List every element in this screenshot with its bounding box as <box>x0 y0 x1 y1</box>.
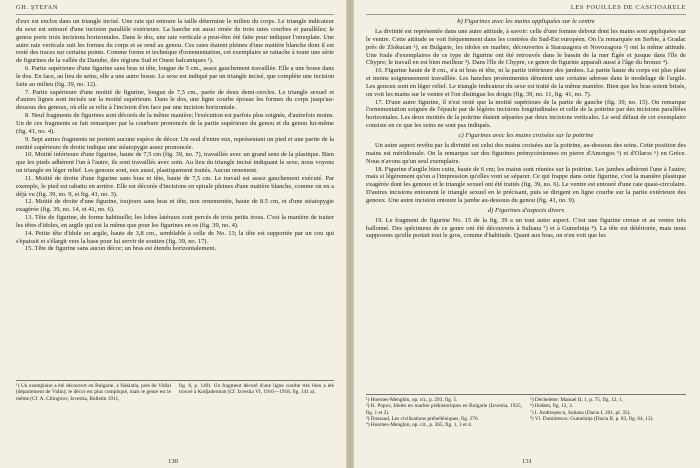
paragraph: 17. D'une autre figurine, il n'est resté que la moitié supérieure de la partie de gauche (fig. 39, no. 15). On remarque l'ornementation soignée de l'épaule par de légères incisions longitudinales et celle de la poitrine par des incisions parallèles horizontales. Les deux moitiés de la poitrine étaient séparées par deux incisions verticales. Le seul défaut de cet exemplaire consiste en ce que les seins ne sont pas indiqués. <box>366 98 686 130</box>
footnote-column <box>366 397 522 428</box>
running-head-left <box>16 4 334 15</box>
footnote: ¹) Un exemplaire a été découvert en Bulgarie, à Naklatla, près de Vidlal (département de Vidin); le décor est plus compliqué, mais le genre est le même (Cf. A. Cilingirov, Izvestia, Bulletin 1911, <box>16 383 171 402</box>
paragraph: 14. Petite tête d'idole en argile, haute de 3,8 cm., semblable à celle de No. 13; la tête est supportée par un cou qui s'épaissit et s'élargit vers la base pour lui servir de soutien (fig. 39, no. 17). <box>16 229 334 245</box>
section-heading: b) Figurines avec les mains appliquées sur le centre <box>457 18 595 25</box>
left-page <box>0 0 346 468</box>
running-head-right <box>366 4 686 15</box>
footnote-column <box>530 397 686 428</box>
paragraph: 19. Le fragment de figurine No. 15 de la fig. 39 a un tout autre aspect. C'est une figurine creuse et au ventre très ballonné. Des spécimens de ce genre ont été découverts à Sultana ⁷) et à Gumelnița ⁸). La tête est détériorée, mais nous supposons qu'elle portait tout le gros, comme d'habitude. Quant aux bras, on n'en voit que les <box>366 216 686 240</box>
paragraph: 16. Figurine haute de 8 cm., n'a ni bras ni tête, ni la partie inférieure des jambes. La partie haute du corps est plus plate et moins soigneusement travaillée. Les hanches proéminentes dénotent une certaine adresse dans le modelage de l'argile. Les genoux sont en léger relief. Le triangle indicateur du sexe est traité de la même manière. Bien que les bras soient brisés, on voit les mains sur le ventre et l'on distingue les doigts (fig. 39, no. 11, fig. 41, no. 7). <box>366 67 686 98</box>
page-number-right: 131 <box>522 458 532 465</box>
right-page <box>354 0 700 468</box>
paragraph: 11. Moitié de droite d'une figurine sans bras ni tête, haute de 7,5 cm. Le travail est assez gauchement exécuté. Par exemple, le pied est rabattu en arrière. Elle est décorée d'incisions en spirale pleines d'une matière blanche, comme on en a déjà vu (fig. 39, no. 9, et fig. 41, no. 3). <box>16 174 334 198</box>
paragraph: Un autre aspect revêtu par la divinité est celui des mains croisées sur la poitrine, au-dessous des seins. Cette position des mains est méridionale. On la remarque sur des figurines prémycéniennes en pierre d'Amorgos ⁵) et d'Olaros ⁶) en Grèce. Nous n'avons qu'un seul exemplaire. <box>366 141 686 165</box>
running-head-text: LES FOUILLES DE CASCIOARELE <box>570 4 686 11</box>
section-heading: c) Figurines avec les mains croisées sur la poitrine <box>458 131 594 139</box>
section-heading: d) Figurines d'aspects divers <box>487 206 565 214</box>
footnote-column <box>179 383 334 402</box>
paragraph: La divinité est représentée dans une autre attitude, à savoir: celle d'une femme debout dont les mains sont appliquées sur le ventre. Cette attitude se voit fréquemment dans les contrées du Sud-Est européen. On l'a remarquée en Serbie, à Gradac près de Zlokucan ¹), en Bulgarie, les idoles en marbre, découvertes à Starazagora et Novozagora ²) ont la même attitude. Une foule d'exemplaires de ce type de figurine ont été retrouvés dans le bassin de la mer Égée et jusque dans l'île de Chypre; le travail en est bien meilleur ³). Dans l'île de Chypre, ce genre de figurine apparaît aussi à l'âge du bronze ⁴). <box>366 28 686 67</box>
paragraph: 8. Neuf fragments de figurines sont décorés de la même manière; l'exécution est parfois plus soignée, d'autrefois moins. Un de ces fragments se fait remarquer par la courbure prononcée de la partie supérieure du genou et du genou lui-même (fig. 41, no. 4). <box>16 112 334 135</box>
paragraph: 12. Moitié de droite d'une figurine, toujours sans bras ni tête, non ornementée, haute de 8.5 cm, et d'une stéatopygie exagérée (fig. 39, no. 14, et 41, no. 6). <box>16 198 334 214</box>
footnote: ²) R. Popov, Idoles en marbre préhistoriques en Bulgarie (Izvestia, 1925, fig. 1 et 2). <box>366 403 522 416</box>
paragraph: 6. Partie supérieure d'une figurine sans bras ni tête, longue de 5 cm., assez gauchement travaillée. Elle a une bosse dans le dos. En face, au lieu de seins, elle a une autre bosse. Le sexe est indiqué par un triangle incisé, que complète une incision faite au milieu (fig. 39, no. 12). <box>16 65 335 88</box>
right-footnotes <box>366 394 686 428</box>
footnote: ⁶) Ibidem, fig. 12, 3. <box>530 403 574 410</box>
footnote-column <box>16 383 171 402</box>
running-head-text: GH. ȘTEFAN <box>16 4 59 11</box>
paragraph: 7. Partie supérieure d'une moitié de figurine, longue de 7,5 cm., parée de deux demi-cercles. Le triangle sexuel et d'autres lignes sont incisés sur la moitié supérieure. Dans le dos, une ligne courbe épouse les formes du corps jusqu'au-dessous des genoux, où elle se relie à l'incision d'en face par une incision horizontale. <box>16 88 334 112</box>
left-body-text <box>16 18 334 253</box>
paragraph: d'eux est enclos dans un triangle incisé. Une raie qui entoure la taille détermine le milieu du corps. Le triangle indicateur du sexe est entouré d'une incision parallèle extérieure. La hanche est aussi ornée de trois raies courbes et parallèles; le genou porte trois incisions horizontales. Dans le dos, une raie verticale a peut-être été faite pour indiquer l'omoplate. Une autre raie verticale suit les formes du corps et se rend au genou. Ces raies étaient pleines d'une matière blanche dont il est resté des traces sur certains points. Comme forme et technique d'ornementation, cet exemplaire se rattache à toute une série de figurines de la vallée du Danube, des régions Sud et Ouest balcaniques ¹). <box>16 18 334 65</box>
page-number-left: 130 <box>168 458 178 465</box>
footnote: ³) Dussaud, Les civilisations préhelléniques, fig. 276. <box>366 415 479 422</box>
footnote: ⁵) Déchelette: Manuel II, 1, p. 75, fig. 12, 1. <box>530 397 624 403</box>
footnote: ⁸) Vl. Dumitrescu: Gumelnița (Dacia II, p. 83, fig. 64, 12). <box>530 415 654 422</box>
paragraph: 13. Tête de figurine, de forme habituelle; les lobes latéraux sont percés de trois petits trous. C'est la manière de traiter les têtes d'idoles, en argile qui est la même que pour les figurines en os (fig. 39, no. 4). <box>16 214 334 229</box>
paragraph: 15. Tête de figurine sans aucun décor; un bras est étendu horizontalement. <box>25 245 216 253</box>
footnote: ¹) Hoernes-Menghin, op. cit., p. 293, fig. 5. <box>366 397 458 403</box>
right-body-text <box>366 18 686 240</box>
paragraph: 10. Moitié inférieure d'une figurine, haute de 7,5 cm (fig. 39, no. 7), travaillée avec un grand sens de la plastique. Bien que les pieds adhèrent l'un à l'autre, ils sont travaillés avec soin. Au lieu du triangle incisé indiquant le sexe, nous voyons un triangle en léger relief. Les genoux sont, eux aussi, plastiquement traités. Aucun ornement. <box>16 151 334 175</box>
footnote: ⁴) Hoernes-Menghin, op. cit., p. 365, fig. 1, 3 et 4. <box>366 422 473 429</box>
footnote: fig. 8, p. 149). Un fragment décoré d'une ligne courbe très bien a été trouvé à Kodjaderman (Cf. Izvestia VI, 1916—1918, fig. 141 a). <box>179 383 334 396</box>
paragraph: 18. Figurine d'argile bien cuite, haute de 6 cm; les mains sont réunies sur la poitrine. Les jambes adhèrent l'une à l'autre; mais si légèrement qu'on a l'impression qu'elles vont se séparer. Ce qui frappe dans cette figurine, c'est la manière plastique exagérée dont les genoux et le triangle sexuel ont été traités (fig. 39, no. 6). Le ventre est entouré d'une raie quasi-circulaire. D'autres incisions entourent le triangle sexuel en le précisant, puis se dirigent en ligne courbe sur la partie extérieure des genoux. Une autre incision entoure la jambe au-dessous du genou (fig. 41, no. 9). <box>366 165 686 204</box>
left-footnotes <box>16 380 334 402</box>
paragraph: 9. Sept autres fragments ne portent aucune espèce de décor. Un seul d'entre eux, représentant un pied et une partie de la moitié supérieure de droite indique une stéatopygie assez prononcée. <box>16 135 334 151</box>
book-gutter <box>346 0 354 468</box>
footnote: ⁷) I. Andrieșescu, Sultana (Dacia I, 201, pl. 35). <box>530 409 631 416</box>
